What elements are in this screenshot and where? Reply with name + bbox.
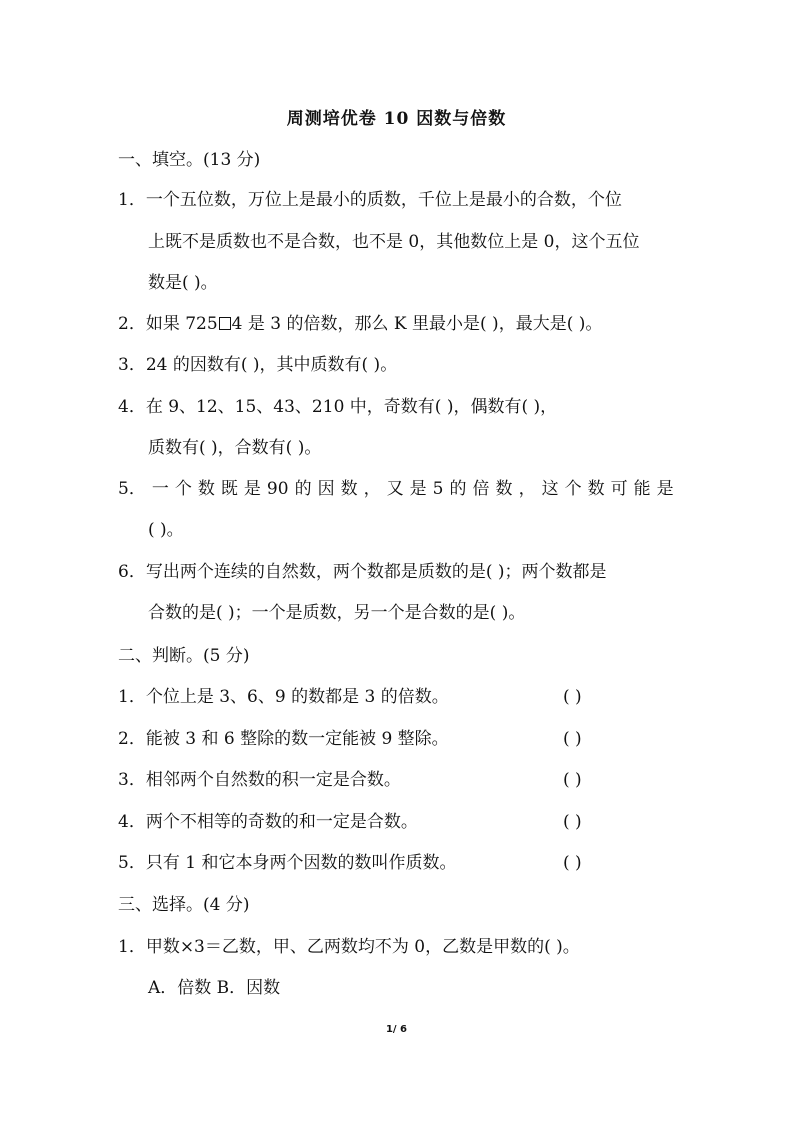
- question-6-line-2: 合数的是( )；一个是质数，另一个是合数的是( )。: [148, 603, 526, 623]
- q5-word: ，: [518, 479, 536, 499]
- question-1-line-1: 1．一个五位数，万位上是最小的质数，千位上是最小的合数，个位: [118, 190, 622, 210]
- q5-word: ，: [363, 479, 381, 499]
- judge-item-text: 4．两个不相等的奇数的和一定是合数。: [118, 812, 418, 832]
- question-4-line-2: 质数有( )，合数有( )。: [148, 438, 322, 458]
- judge-item-text: 2．能被 3 和 6 整除的数一定能被 9 整除。: [118, 729, 449, 749]
- question-1-line-3: 数是( )。: [148, 273, 218, 293]
- judge-answer-blank: ( ): [563, 853, 582, 873]
- question-5-line-1: [118, 477, 674, 501]
- question-2-before: 2．如果 725: [118, 314, 218, 334]
- question-4-line-1: 4．在 9、12、15、43、210 中，奇数有( )，偶数有( )，: [118, 397, 558, 417]
- judge-item-text: 1．个位上是 3、6、9 的数都是 3 的倍数。: [118, 687, 449, 707]
- judge-answer-blank: ( ): [563, 812, 582, 832]
- judge-answer-blank: ( ): [563, 770, 582, 790]
- q5-word: 的: [294, 479, 312, 499]
- judge-answer-blank: ( ): [563, 729, 582, 749]
- judge-item-2: [118, 727, 449, 751]
- judge-item-4: [118, 810, 418, 834]
- judge-item-5: [118, 851, 456, 875]
- q5-word: 是: [409, 479, 427, 499]
- judge-item-1: [118, 685, 449, 709]
- question-3: 3．24 的因数有( )，其中质数有( )。: [118, 355, 398, 375]
- page-title: 周测培优卷 10 因数与倍数: [286, 109, 507, 129]
- question-2: [118, 312, 602, 336]
- q5-word: 倍: [472, 479, 490, 499]
- q5-word: 既: [220, 479, 238, 499]
- judge-answer-blank: ( ): [563, 687, 582, 707]
- q5-word: 数: [495, 479, 513, 499]
- question-2-after: 4 是 3 的倍数，那么 K 里最小是( )，最大是( )。: [231, 314, 603, 334]
- question-1-line-2: 上既不是质数也不是合数，也不是 0，其他数位上是 0，这个五位: [148, 232, 640, 252]
- q5-word: 一: [151, 479, 169, 499]
- q5-word: 这: [541, 479, 559, 499]
- section-heading-judge: 二、判断。(5 分): [118, 646, 250, 666]
- q5-word: 可: [610, 479, 628, 499]
- judge-item-text: 3．相邻两个自然数的积一定是合数。: [118, 770, 401, 790]
- q5-word: 数: [340, 479, 358, 499]
- q5-word: 的: [449, 479, 467, 499]
- q5-word: 数: [197, 479, 215, 499]
- q5-word: 数: [587, 479, 605, 499]
- q5-word: 因: [317, 479, 335, 499]
- q5-word: 是: [243, 479, 261, 499]
- q5-word: 又: [386, 479, 404, 499]
- q5-word: 个: [174, 479, 192, 499]
- choice-options: A．倍数 B．因数: [148, 978, 281, 998]
- q5-word: 是: [656, 479, 674, 499]
- question-6-line-1: 6．写出两个连续的自然数，两个数都是质数的是( )；两个数都是: [118, 562, 607, 582]
- judge-item-text: 5．只有 1 和它本身两个因数的数叫作质数。: [118, 853, 457, 873]
- section-heading-choice: 三、选择。(4 分): [118, 895, 250, 915]
- blank-square-icon: [219, 317, 231, 330]
- choice-question-1: 1．甲数×3＝乙数，甲、乙两数均不为 0，乙数是甲数的( )。: [118, 937, 580, 957]
- q5-word: 90: [266, 479, 289, 499]
- q5-word: 个: [564, 479, 582, 499]
- judge-item-3: [118, 768, 401, 792]
- page-number: 1/ 6: [385, 1024, 408, 1035]
- q5-word: 5．: [118, 479, 146, 499]
- q5-word: 5: [432, 479, 444, 499]
- section-heading-fill-blank: 一、填空。(13 分): [118, 150, 261, 170]
- q5-word: 能: [633, 479, 651, 499]
- question-5-line-2: ( )。: [148, 520, 184, 540]
